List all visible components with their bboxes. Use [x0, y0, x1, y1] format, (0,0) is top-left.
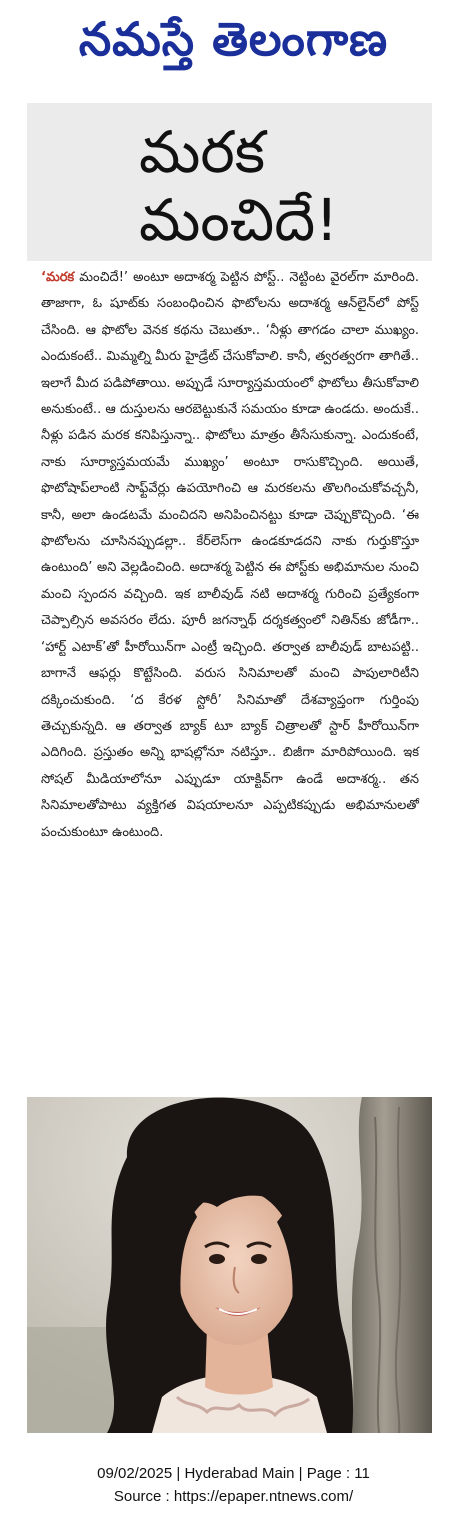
article-body [41, 265, 419, 846]
newspaper-masthead [0, 0, 467, 78]
headline-box [27, 103, 432, 261]
footer-date-edition: 09/02/2025 | Hyderabad Main | Page : 11 [97, 1465, 370, 1482]
actress-photo-illustration [27, 1097, 432, 1433]
page-footer [0, 1462, 467, 1508]
headline-line-2: మంచిదే! [139, 186, 339, 254]
article-body-text: మంచిదే!’ అంటూ అదాశర్మ పెట్టిన పోస్ట్.. నెట్టింట వైరల్‌గా మారింది. తాజాగా, ఓ షూట్‌కు సంబంధించిన ఫొటోలను అదాశర్మ ఆన్‌లైన్‌లో పోస్ట్ చేసింది. ఆ ఫొటోల వెనక కథను చెబుతూ.. ‘నీళ్లు తాగడం చాలా ముఖ్యం. ఎందుకంటే.. మిమ్మల్ని మీరు హైడ్రేట్ చేసుకోవాలి. కానీ, త్వరత్వరగా తాగితే.. ఇలాగే మీద పడిపోతాయి. అప్పుడే సూర్యాస్తమయంలో ఫొటోలు తీసుకోవాలి అనుకుంటే.. ఆ దుస్తులను ఆరబెట్టుకునే సమయం కూడా ఉండదు. అందుకే.. నీళ్లు పడిన మరక కనిపిస్తున్నా.. ఫొటోలు మాత్రం తీసేసుకున్నా. ఎందుకంటే, నాకు సూర్యాస్తమయమే ముఖ్యం’ అంటూ రాసుకొచ్చింది. అయితే, ఫొటోషాప్‌లాంటి సాఫ్ట్‌వేర్లు ఉపయోగించి ఆ మరకలను తొలగించుకోవచ్చనీ, కానీ, అలా ఉండటమే మంచిదని అనిపించినట్టు కూడా చెప్పుకొచ్చింది. ‘ఈ ఫొటోలను చూసినప్పుడల్లా.. కేర్‌లెస్‌గా ఉండకూడదని నాకు గుర్తుకొస్తూ ఉంటుంది’ అని వెల్లడించింది. అదాశర్మ పెట్టిన ఈ పోస్ట్‌కు అభిమానుల నుంచి మంచి స్పందన వచ్చింది. ఇక బాలీవుడ్ నటి అదాశర్మ గురించి ప్రత్యేకంగా చెప్పాల్సిన అవసరం లేదు. పూరీ జగన్నాథ్ దర్శకత్వంలో నితిన్‌కు జోడీగా.. ‘హార్ట్ ఎటాక్’తో హీరోయిన్‌గా ఎంట్రీ ఇచ్చింది. తర్వాత బాలీవుడ్ బాటపట్టి.. బాగానే ఆఫర్లు కొట్టేసింది. వరుస సినిమాలతో మంచి పాపులారిటీని దక్కించుకుంది. ‘ద కేరళ స్టోరీ’ సినిమాతో దేశవ్యాప్తంగా గుర్తింపు తెచ్చుకున్నది. ఆ తర్వాత బ్యాక్ టూ బ్యాక్ చిత్రాలతో స్టార్ హీరోయిన్‌గా ఎదిగింది. ప్రస్తుతం అన్ని భాషల్లోనూ నటిస్తూ.. బిజీగా మారిపోయింది. ఇక సోషల్ మీడియాలోనూ ఎప్పుడూ యాక్టివ్‌గా ఉండే అదాశర్మ.. తన సినిమాలతోపాటు వ్యక్తిగత విషయాలనూ ఎప్పటికప్పుడు అభిమానులతో పంచుకుంటూ ఉంటుంది. [41, 270, 419, 840]
article [27, 103, 432, 1433]
masthead-title: నమస్తే తెలంగాణ [78, 12, 389, 66]
footer-source: Source : https://epaper.ntnews.com/ [113, 1488, 354, 1505]
highlight-word: ‘మరక [41, 270, 75, 285]
headline [139, 118, 429, 254]
actress-photo [27, 1097, 432, 1433]
headline-line-1: మరక [139, 118, 266, 186]
